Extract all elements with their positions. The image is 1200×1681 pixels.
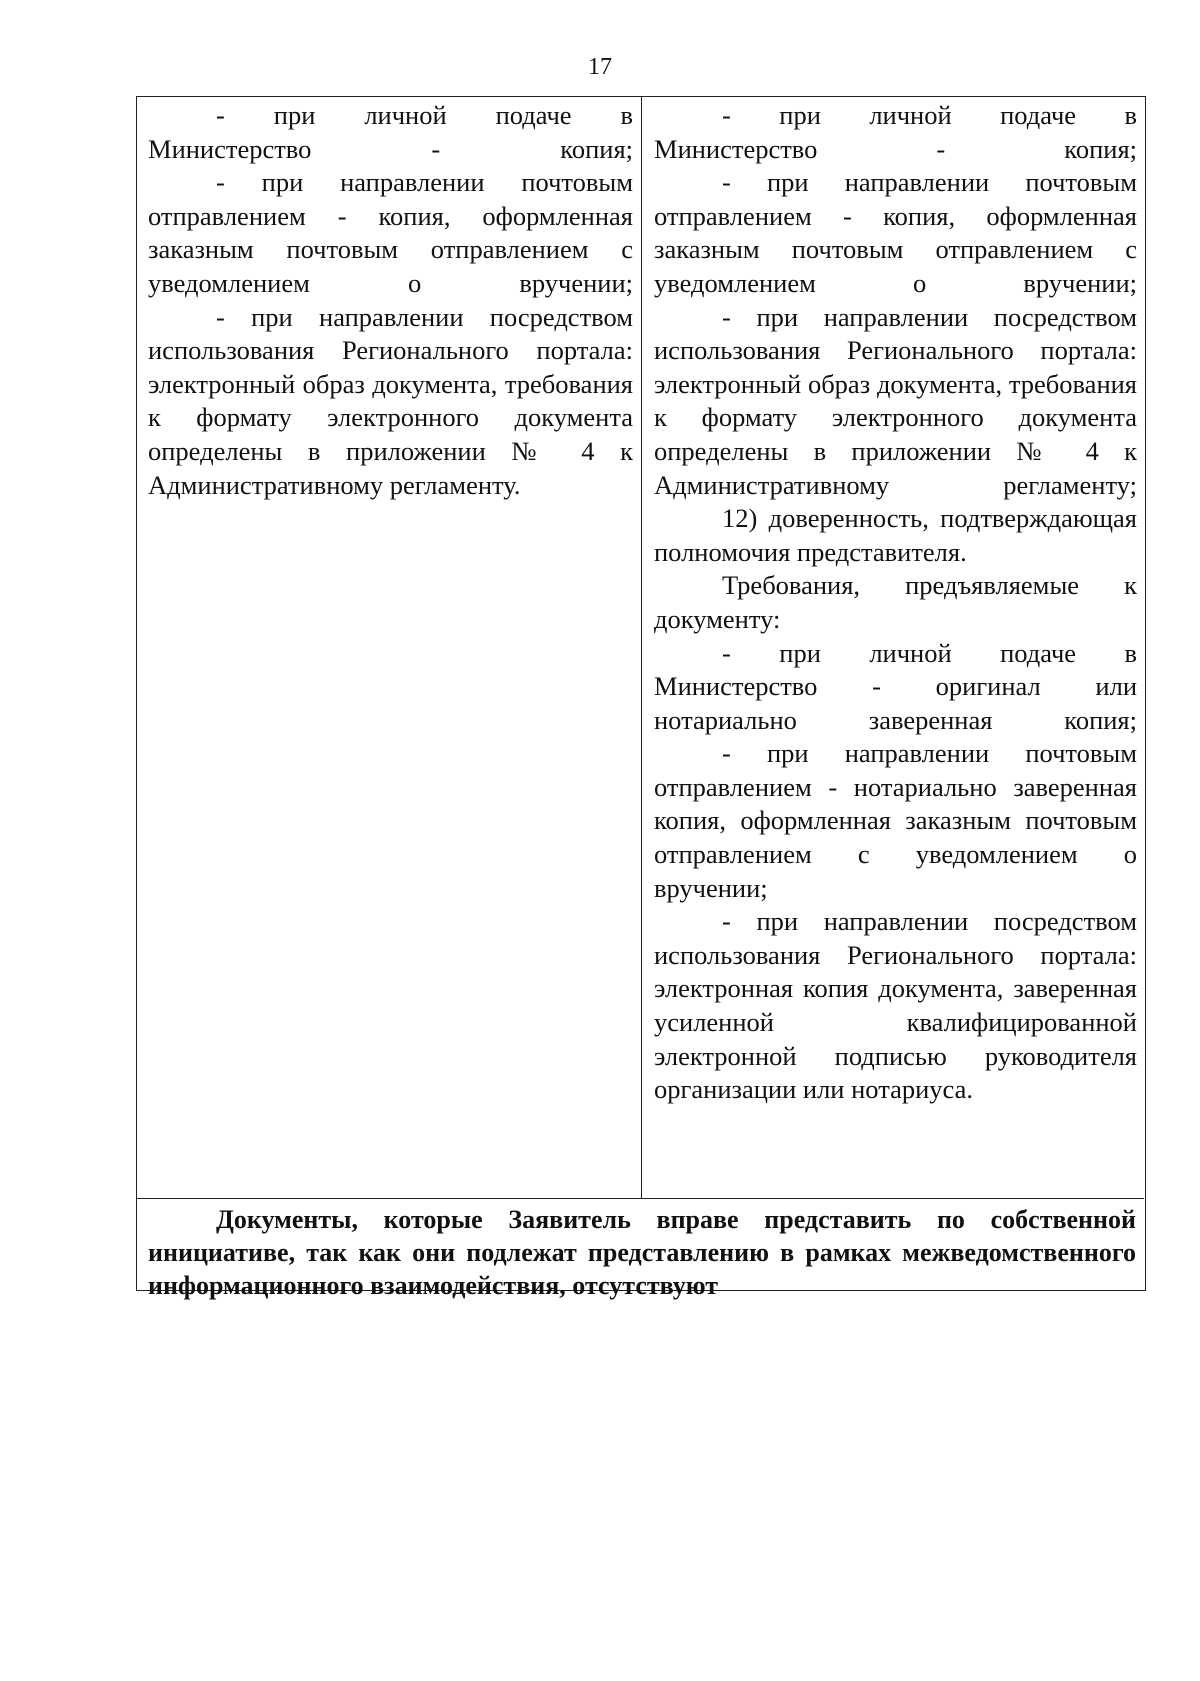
table-right-column: [641, 97, 1145, 1198]
right-paragraph-portal-signed-copy: - при направлении посредством использования Регионального портала: электронная копия документа, заверенная усиленной квалифицированной электронной подписью руководителя организации или нотариуса.: [654, 906, 1137, 1105]
right-paragraph-personal-submission: - при личной подаче в Министерство - копия;: [654, 100, 1137, 164]
right-paragraph-portal-submission: - при направлении посредством использования Регионального портала: электронный образ документа, требования к формату электронного документа определены в приложении № 4 к Административному регламенту;: [654, 301, 1137, 500]
left-paragraph-portal-submission: - при направлении посредством использования Регионального портала: электронный образ документа, требования к формату электронного документа определены в приложении № 4 к Административному регламенту.: [148, 301, 633, 500]
left-paragraph-postal-submission: - при направлении почтовым отправлением - копия, оформленная заказным почтовым отправлением с уведомлением о вручении;: [148, 167, 633, 298]
table-left-column: [137, 97, 641, 502]
page-number: 17: [588, 54, 612, 80]
right-paragraph-document-requirements: Требования, предъявляемые к документу:: [654, 570, 1137, 634]
right-paragraph-postal-submission: - при направлении почтовым отправлением - копия, оформленная заказным почтовым отправлением с уведомлением о вручении;: [654, 167, 1137, 298]
right-paragraph-power-of-attorney: 12) доверенность, подтверждающая полномочия представителя.: [654, 503, 1137, 567]
right-paragraph-postal-notarized: - при направлении почтовым отправлением - нотариально заверенная копия, оформленная заказным почтовым отправлением с уведомлением о вручении;: [654, 738, 1137, 903]
requirements-table: [136, 96, 1146, 1300]
left-paragraph-personal-submission: - при личной подаче в Министерство - копия;: [148, 100, 633, 164]
right-paragraph-original-or-notarized: - при личной подаче в Министерство - оригинал или нотариально заверенная копия;: [654, 637, 1137, 735]
table-bottom-row: [137, 1198, 1144, 1302]
bottom-row-text: Документы, которые Заявитель вправе представить по собственной инициативе, так как они подлежат представлению в рамках межведомственного информационного взаимодействия, отсутствуют: [148, 1205, 1136, 1300]
